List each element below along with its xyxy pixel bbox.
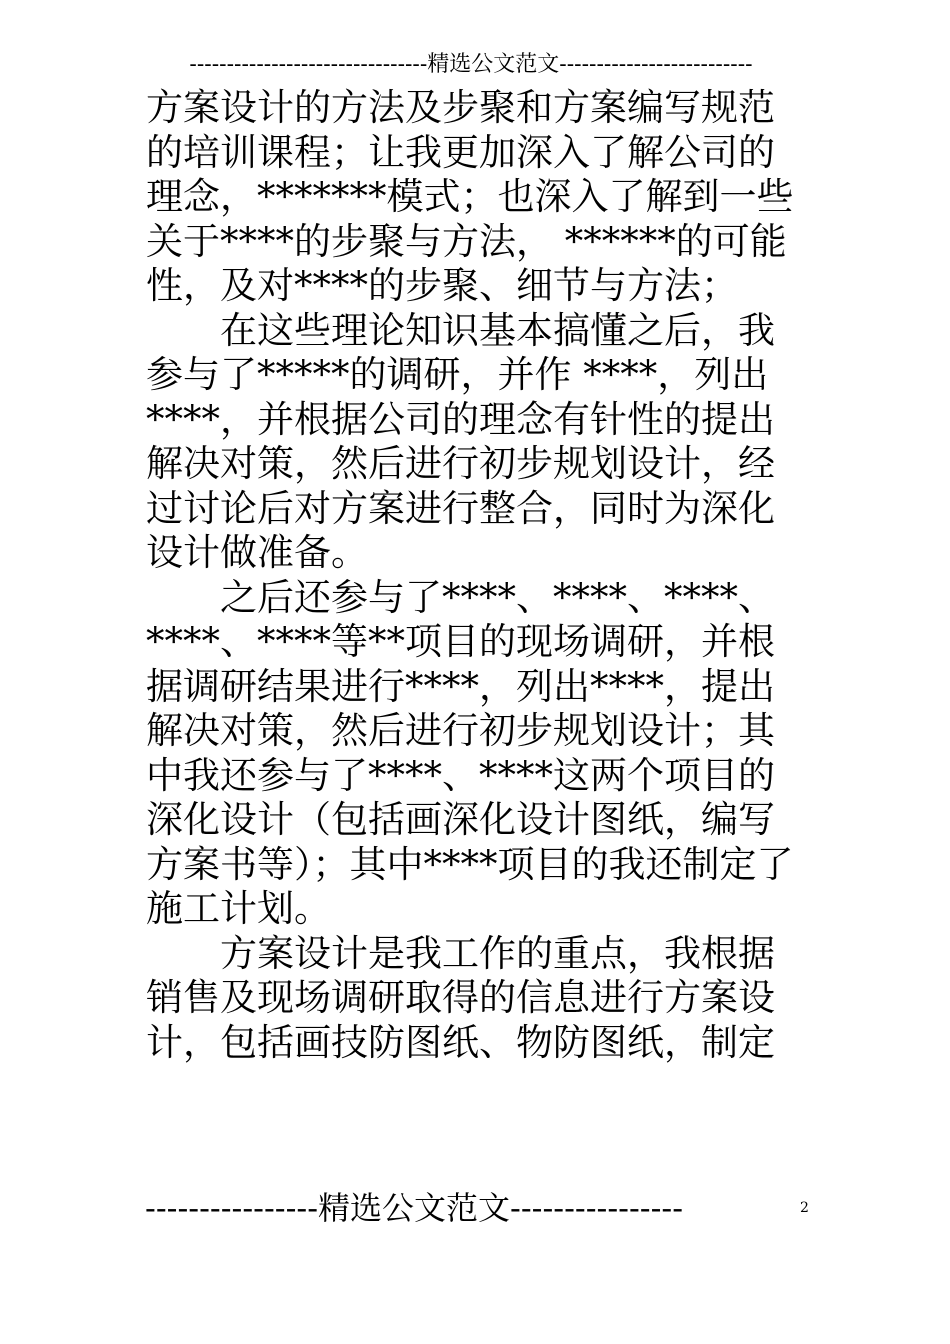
body-line: 解决对策，然后进行初步规划设计；其 <box>146 709 775 752</box>
body-line: 性，及对****的步聚、细节与方法； <box>146 264 738 307</box>
page-number: 2 <box>800 1200 809 1216</box>
body-line: 解决对策，然后进行初步规划设计，经 <box>146 442 775 485</box>
body-line: 的培训课程；让我更加深入了解公司的 <box>146 130 775 174</box>
body-line: ****、****等**项目的现场调研，并根 <box>146 620 775 663</box>
body-line: 方案设计的方法及步聚和方案编写规范 <box>146 86 775 129</box>
page-footer: ----------------精选公文范文---------------- <box>145 1189 684 1227</box>
body-line: 销售及现场调研取得的信息进行方案设 <box>146 976 775 1019</box>
body-line: 过讨论后对方案进行整合，同时为深化 <box>146 486 775 530</box>
body-line: 中我还参与了****、****这两个项目的 <box>146 753 775 797</box>
body-line: 施工计划。 <box>146 887 331 930</box>
body-line: 参与了*****的调研，并作 ****，列出 <box>146 353 769 396</box>
body-line: ****，并根据公司的理念有针性的提出 <box>146 397 775 441</box>
body-line: 之后还参与了****、****、****、 <box>146 575 775 619</box>
body-line: 方案书等）；其中****项目的我还制定了 <box>146 842 794 886</box>
body-line: 在这些理论知识基本搞懂之后，我 <box>146 308 775 352</box>
body-line: 设计做准备。 <box>146 531 368 574</box>
body-line: 理念，*******模式；也深入了解到一些 <box>146 175 794 218</box>
body-line: 计，包括画技防图纸、物防图纸，制定 <box>146 1020 775 1064</box>
page-header: --------------------------------精选公文范文-------------------------- <box>189 52 753 77</box>
body-line: 方案设计是我工作的重点，我根据 <box>146 931 775 975</box>
document-body <box>146 86 808 1065</box>
body-line: 关于****的步聚与方法， ******的可能 <box>146 219 787 263</box>
body-line: 据调研结果进行****，列出****，提出 <box>146 664 775 708</box>
body-line: 深化设计（包括画深化设计图纸，编写 <box>146 798 775 841</box>
